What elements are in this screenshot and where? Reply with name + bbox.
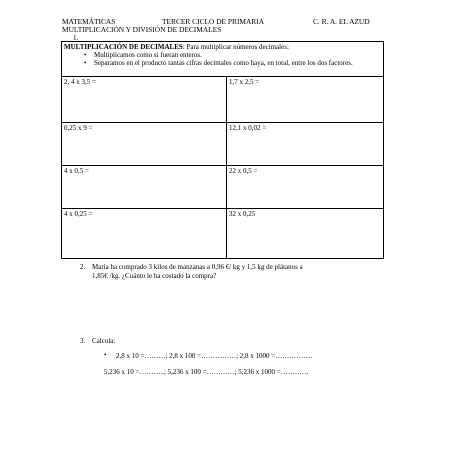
question-1-number: 1. [73,34,79,42]
question-2-line: 1,85€ /kg. ¿Cuánto le ha costado la compra? [92,272,217,280]
calc-line: 5,236 x 10 =………..; 5,236 x 100 =…………; 5,236 x 1000 =………… [104,368,309,376]
intro-bullet-list [64,51,381,67]
intro-bullet-text: Separamos en el producto tantas cifras decimales como haya, en total, entre los dos factores. [94,59,353,67]
intro-bullet [64,51,381,59]
intro-heading-rest: : Para multiplicar números decimales: [182,43,289,51]
question-1-intro [62,42,383,77]
question-1-box [61,41,384,259]
header-topic: MULTIPLICACIÓN Y DIVISIÓN DE DECIMALES [62,25,222,34]
bullet-icon: • [84,59,87,67]
bullet-icon: • [84,51,87,59]
grid-divider-horizontal [62,122,383,123]
exercise-cell: 12,1 x 0,02 = [229,124,267,132]
header-school: C. R. A. EL AZUD [313,17,370,26]
header-level: TERCER CICLO DE PRIMARIA [162,17,265,26]
exercise-cell: 2, 4 x 3,5 = [64,78,96,86]
exercise-cell: 0,25 x 9 = [64,124,93,132]
grid-divider-horizontal [62,165,383,166]
question-3-label: Calcula: [92,337,116,345]
question-2-number: 2. [80,263,86,271]
exercise-cell: 22 x 0,5 = [229,167,258,175]
exercise-cell: 4 x 0,5 = [64,167,89,175]
exercise-cell: 1,7 x 2,5 = [229,78,260,86]
question-2-line: María ha comprado 3 kilos de manzanas a 0,96 €/ kg y 1,5 kg de plátanos a [92,263,303,271]
exercise-cell: 32 x 0,25 [229,210,256,218]
intro-bullet [64,59,379,67]
bullet-icon: • [104,351,107,359]
intro-heading [64,43,381,51]
question-3-number: 3. [80,337,86,345]
intro-heading-bold: MULTIPLICACIÓN DE DECIMALES [64,43,183,51]
intro-bullet-text: Multiplicamos como si fueran enteros. [94,51,202,59]
calc-line: 2,8 x 10 =………; 2,8 x 100 =……………; 2,8 x 1000 =……………. [116,352,312,360]
header-subject: MATEMÁTICAS [62,17,116,26]
grid-divider-horizontal [62,208,383,209]
exercise-cell: 4 x 0,25 = [64,210,93,218]
